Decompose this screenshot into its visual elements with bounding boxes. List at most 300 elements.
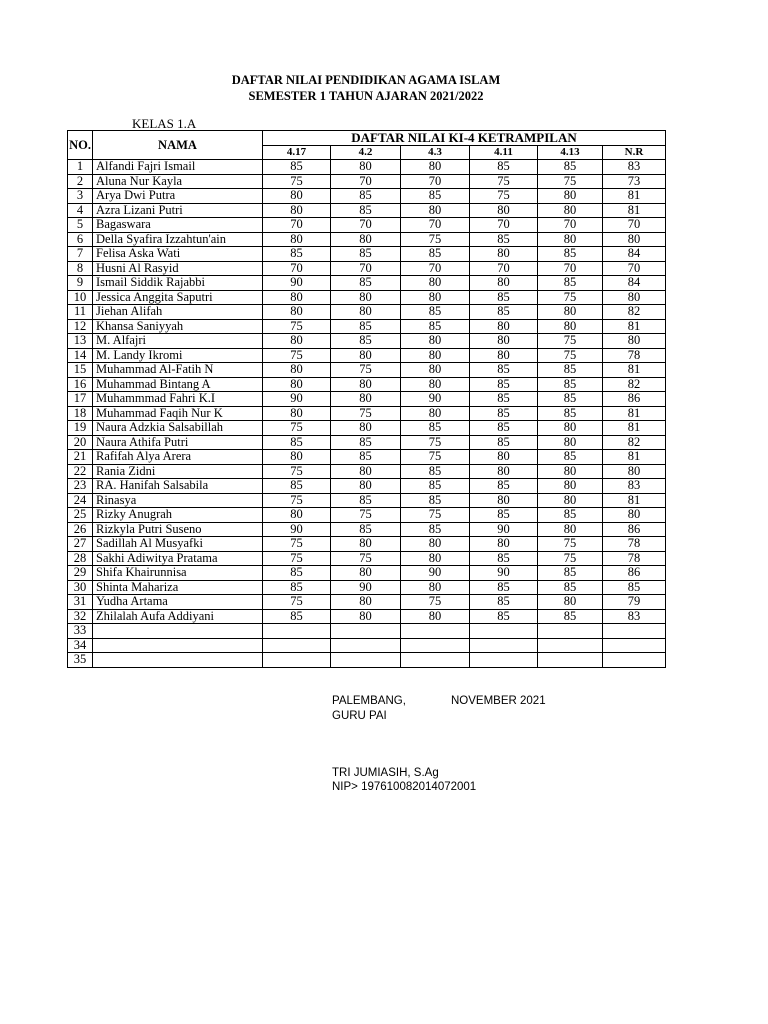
grade-cell: 82 bbox=[603, 435, 666, 450]
grade-cell: 80 bbox=[401, 377, 470, 392]
grade-cell: 85 bbox=[401, 305, 470, 320]
grade-cell: 75 bbox=[538, 348, 603, 363]
table-row bbox=[68, 580, 666, 595]
grade-cell: 85 bbox=[263, 160, 331, 175]
grades-table-body bbox=[68, 160, 666, 668]
document-title: DAFTAR NILAI PENDIDIKAN AGAMA ISLAM bbox=[231, 73, 501, 87]
grade-cell: 75 bbox=[331, 508, 401, 523]
grade-cell: 85 bbox=[470, 508, 538, 523]
grade-cell: 85 bbox=[538, 363, 603, 378]
student-name: Jessica Anggita Saputri bbox=[93, 290, 263, 305]
row-number: 24 bbox=[68, 493, 93, 508]
grade-cell: 85 bbox=[470, 406, 538, 421]
table-row bbox=[68, 174, 666, 189]
row-number: 28 bbox=[68, 551, 93, 566]
student-name: Bagaswara bbox=[93, 218, 263, 233]
grade-cell: 80 bbox=[401, 551, 470, 566]
grade-cell: 85 bbox=[538, 247, 603, 262]
grade-cell: 80 bbox=[470, 348, 538, 363]
grade-cell: 80 bbox=[331, 348, 401, 363]
student-name: RA. Hanifah Salsabila bbox=[93, 479, 263, 494]
grade-cell: 85 bbox=[538, 377, 603, 392]
grade-cell: 85 bbox=[401, 464, 470, 479]
grade-cell: 85 bbox=[538, 406, 603, 421]
grade-cell bbox=[538, 638, 603, 653]
grade-cell: 80 bbox=[263, 363, 331, 378]
grade-cell: 80 bbox=[263, 203, 331, 218]
grade-cell: 81 bbox=[603, 493, 666, 508]
grade-cell: 85 bbox=[470, 377, 538, 392]
grade-cell bbox=[401, 624, 470, 639]
student-name: Rania Zidni bbox=[93, 464, 263, 479]
table-row bbox=[68, 609, 666, 624]
grade-cell: 81 bbox=[603, 189, 666, 204]
table-row bbox=[68, 319, 666, 334]
row-number: 20 bbox=[68, 435, 93, 450]
grade-cell: 70 bbox=[470, 218, 538, 233]
student-name: Alfandi Fajri Ismail bbox=[93, 160, 263, 175]
student-name: Rizkyla Putri Suseno bbox=[93, 522, 263, 537]
student-name: Zhilalah Aufa Addiyani bbox=[93, 609, 263, 624]
table-row bbox=[68, 160, 666, 175]
grade-cell: 75 bbox=[538, 290, 603, 305]
grade-cell: 80 bbox=[470, 247, 538, 262]
grade-cell: 85 bbox=[331, 435, 401, 450]
grade-cell: 90 bbox=[401, 566, 470, 581]
table-row bbox=[68, 363, 666, 378]
grade-cell: 80 bbox=[401, 290, 470, 305]
row-number: 32 bbox=[68, 609, 93, 624]
grade-cell: 80 bbox=[401, 276, 470, 291]
grade-cell: 85 bbox=[470, 290, 538, 305]
student-name: Sadillah Al Musyafki bbox=[93, 537, 263, 552]
grade-cell: 75 bbox=[401, 232, 470, 247]
student-name: Della Syafira Izzahtun'ain bbox=[93, 232, 263, 247]
header-nr: N.R bbox=[603, 145, 666, 160]
grade-cell: 80 bbox=[603, 232, 666, 247]
grade-cell: 70 bbox=[331, 174, 401, 189]
grade-cell: 85 bbox=[470, 595, 538, 610]
row-number: 14 bbox=[68, 348, 93, 363]
grade-cell: 80 bbox=[401, 580, 470, 595]
grade-cell: 90 bbox=[470, 522, 538, 537]
grade-cell: 70 bbox=[538, 261, 603, 276]
student-name: Aluna Nur Kayla bbox=[93, 174, 263, 189]
row-number: 9 bbox=[68, 276, 93, 291]
student-name: Muhammad Al-Fatih N bbox=[93, 363, 263, 378]
row-number: 15 bbox=[68, 363, 93, 378]
table-row bbox=[68, 566, 666, 581]
grade-cell: 85 bbox=[401, 319, 470, 334]
grade-cell bbox=[331, 624, 401, 639]
grade-cell: 85 bbox=[331, 247, 401, 262]
grade-cell: 70 bbox=[603, 261, 666, 276]
table-row bbox=[68, 218, 666, 233]
grade-cell: 75 bbox=[263, 319, 331, 334]
row-number: 34 bbox=[68, 638, 93, 653]
grade-cell: 75 bbox=[538, 551, 603, 566]
grade-cell: 80 bbox=[401, 203, 470, 218]
grade-cell: 75 bbox=[331, 406, 401, 421]
grade-cell: 80 bbox=[470, 319, 538, 334]
grade-cell: 80 bbox=[538, 203, 603, 218]
student-name: Rizky Anugrah bbox=[93, 508, 263, 523]
header-4-3: 4.3 bbox=[401, 145, 470, 160]
student-name: Yudha Artama bbox=[93, 595, 263, 610]
grade-cell bbox=[263, 624, 331, 639]
grade-cell: 81 bbox=[603, 319, 666, 334]
table-row bbox=[68, 406, 666, 421]
grade-cell: 85 bbox=[331, 493, 401, 508]
grade-cell: 80 bbox=[538, 479, 603, 494]
grade-cell bbox=[603, 638, 666, 653]
grade-cell: 85 bbox=[470, 421, 538, 436]
grade-cell: 81 bbox=[603, 203, 666, 218]
header-4-11: 4.11 bbox=[470, 145, 538, 160]
row-number: 29 bbox=[68, 566, 93, 581]
grade-cell: 75 bbox=[401, 595, 470, 610]
grade-cell: 70 bbox=[401, 174, 470, 189]
grade-cell: 75 bbox=[263, 174, 331, 189]
row-number: 19 bbox=[68, 421, 93, 436]
grade-cell: 85 bbox=[538, 580, 603, 595]
grade-cell: 84 bbox=[603, 247, 666, 262]
grade-cell: 85 bbox=[263, 247, 331, 262]
row-number: 10 bbox=[68, 290, 93, 305]
table-row bbox=[68, 522, 666, 537]
table-row bbox=[68, 290, 666, 305]
footer-city: PALEMBANG, bbox=[332, 695, 406, 707]
row-number: 33 bbox=[68, 624, 93, 639]
grade-cell: 80 bbox=[263, 232, 331, 247]
grade-cell: 80 bbox=[603, 464, 666, 479]
table-row bbox=[68, 551, 666, 566]
grade-cell: 80 bbox=[538, 189, 603, 204]
table-row bbox=[68, 435, 666, 450]
row-number: 6 bbox=[68, 232, 93, 247]
grade-cell: 85 bbox=[263, 479, 331, 494]
grade-cell: 80 bbox=[331, 421, 401, 436]
grade-cell: 85 bbox=[470, 392, 538, 407]
student-name: Jiehan Alifah bbox=[93, 305, 263, 320]
table-row bbox=[68, 203, 666, 218]
grade-cell: 80 bbox=[263, 377, 331, 392]
grade-cell bbox=[470, 624, 538, 639]
student-name bbox=[93, 638, 263, 653]
grade-cell: 85 bbox=[470, 363, 538, 378]
grade-cell: 80 bbox=[263, 334, 331, 349]
header-no: NO. bbox=[68, 131, 93, 160]
grade-cell: 82 bbox=[603, 305, 666, 320]
table-row bbox=[68, 377, 666, 392]
grade-cell: 85 bbox=[331, 276, 401, 291]
grade-cell bbox=[470, 638, 538, 653]
grade-cell: 70 bbox=[263, 261, 331, 276]
grade-cell: 90 bbox=[470, 566, 538, 581]
grade-cell: 75 bbox=[331, 551, 401, 566]
grade-cell: 85 bbox=[331, 189, 401, 204]
grade-cell: 83 bbox=[603, 609, 666, 624]
grade-cell: 85 bbox=[263, 580, 331, 595]
table-row bbox=[68, 421, 666, 436]
grade-cell bbox=[401, 638, 470, 653]
table-row bbox=[68, 348, 666, 363]
grade-cell: 80 bbox=[331, 392, 401, 407]
table-row bbox=[68, 232, 666, 247]
grade-cell: 81 bbox=[603, 450, 666, 465]
grade-cell: 85 bbox=[538, 450, 603, 465]
grade-cell: 85 bbox=[401, 189, 470, 204]
table-row bbox=[68, 638, 666, 653]
table-row bbox=[68, 653, 666, 668]
grade-cell: 86 bbox=[603, 522, 666, 537]
grade-cell: 75 bbox=[263, 493, 331, 508]
grade-cell: 80 bbox=[538, 522, 603, 537]
grade-cell: 75 bbox=[263, 464, 331, 479]
student-name: Arya Dwi Putra bbox=[93, 189, 263, 204]
grade-cell: 78 bbox=[603, 348, 666, 363]
grade-cell: 85 bbox=[263, 566, 331, 581]
class-label: KELAS 1.A bbox=[132, 116, 197, 131]
grade-cell: 85 bbox=[538, 276, 603, 291]
grade-cell: 80 bbox=[331, 595, 401, 610]
grade-cell: 85 bbox=[401, 421, 470, 436]
grade-cell: 90 bbox=[263, 276, 331, 291]
grade-cell: 85 bbox=[470, 160, 538, 175]
grade-cell: 80 bbox=[263, 189, 331, 204]
grade-cell: 80 bbox=[331, 305, 401, 320]
grade-cell: 85 bbox=[538, 566, 603, 581]
row-number: 2 bbox=[68, 174, 93, 189]
grade-cell: 85 bbox=[263, 435, 331, 450]
grade-cell: 78 bbox=[603, 537, 666, 552]
grade-cell bbox=[538, 653, 603, 668]
grade-cell: 80 bbox=[603, 290, 666, 305]
grade-cell: 70 bbox=[470, 261, 538, 276]
grade-cell: 75 bbox=[401, 435, 470, 450]
grade-cell: 80 bbox=[538, 421, 603, 436]
grade-cell: 75 bbox=[401, 450, 470, 465]
grade-cell: 80 bbox=[331, 609, 401, 624]
grade-cell: 81 bbox=[603, 406, 666, 421]
row-number: 27 bbox=[68, 537, 93, 552]
grade-cell: 81 bbox=[603, 363, 666, 378]
table-row bbox=[68, 537, 666, 552]
row-number: 21 bbox=[68, 450, 93, 465]
grade-cell: 70 bbox=[331, 218, 401, 233]
student-name: Felisa Aska Wati bbox=[93, 247, 263, 262]
grade-cell: 85 bbox=[470, 479, 538, 494]
grade-cell: 80 bbox=[401, 334, 470, 349]
student-name: Sakhi Adiwitya Pratama bbox=[93, 551, 263, 566]
student-name: Muhammad Bintang A bbox=[93, 377, 263, 392]
student-name: Azra Lizani Putri bbox=[93, 203, 263, 218]
grade-cell: 75 bbox=[263, 551, 331, 566]
grade-cell: 80 bbox=[401, 348, 470, 363]
grade-cell: 75 bbox=[538, 334, 603, 349]
grade-cell: 85 bbox=[401, 247, 470, 262]
table-row bbox=[68, 189, 666, 204]
grade-cell: 85 bbox=[470, 609, 538, 624]
grade-cell: 75 bbox=[401, 508, 470, 523]
grade-cell: 78 bbox=[603, 551, 666, 566]
row-number: 16 bbox=[68, 377, 93, 392]
grade-cell: 80 bbox=[401, 160, 470, 175]
grade-cell: 75 bbox=[538, 537, 603, 552]
grade-cell: 86 bbox=[603, 566, 666, 581]
grade-cell: 80 bbox=[603, 334, 666, 349]
header-group: DAFTAR NILAI KI-4 KETRAMPILAN bbox=[263, 131, 666, 146]
grade-cell: 80 bbox=[470, 203, 538, 218]
footer-teacher: TRI JUMIASIH, S.Ag bbox=[332, 767, 439, 779]
grade-cell: 80 bbox=[331, 232, 401, 247]
grade-cell: 70 bbox=[401, 261, 470, 276]
grade-cell: 90 bbox=[401, 392, 470, 407]
row-number: 5 bbox=[68, 218, 93, 233]
row-number: 13 bbox=[68, 334, 93, 349]
grade-cell: 85 bbox=[331, 450, 401, 465]
student-name: Naura Adzkia Salsabillah bbox=[93, 421, 263, 436]
grade-cell: 85 bbox=[538, 160, 603, 175]
footer-nip: NIP> 197610082014072001 bbox=[332, 781, 477, 793]
grade-cell: 73 bbox=[603, 174, 666, 189]
grade-cell bbox=[538, 624, 603, 639]
table-row bbox=[68, 479, 666, 494]
grade-cell: 90 bbox=[331, 580, 401, 595]
grade-cell: 85 bbox=[331, 522, 401, 537]
table-row bbox=[68, 624, 666, 639]
grade-cell: 80 bbox=[538, 319, 603, 334]
header-4-13: 4.13 bbox=[538, 145, 603, 160]
grade-cell: 80 bbox=[401, 609, 470, 624]
grade-cell: 85 bbox=[538, 609, 603, 624]
grade-cell: 80 bbox=[538, 595, 603, 610]
table-row bbox=[68, 276, 666, 291]
grade-cell: 75 bbox=[331, 363, 401, 378]
grade-cell: 84 bbox=[603, 276, 666, 291]
grade-cell bbox=[470, 653, 538, 668]
row-number: 22 bbox=[68, 464, 93, 479]
table-row bbox=[68, 334, 666, 349]
table-row bbox=[68, 392, 666, 407]
grade-cell: 80 bbox=[470, 450, 538, 465]
grade-cell: 80 bbox=[263, 508, 331, 523]
table-row bbox=[68, 493, 666, 508]
grade-cell: 75 bbox=[263, 537, 331, 552]
grade-cell: 85 bbox=[470, 305, 538, 320]
grade-cell: 70 bbox=[401, 218, 470, 233]
grade-cell: 70 bbox=[263, 218, 331, 233]
grade-cell: 80 bbox=[538, 493, 603, 508]
row-number: 3 bbox=[68, 189, 93, 204]
header-4-2: 4.2 bbox=[331, 145, 401, 160]
grade-cell: 80 bbox=[538, 464, 603, 479]
row-number: 11 bbox=[68, 305, 93, 320]
student-name: Shinta Mahariza bbox=[93, 580, 263, 595]
table-row bbox=[68, 508, 666, 523]
grade-cell: 80 bbox=[470, 276, 538, 291]
grade-cell: 83 bbox=[603, 479, 666, 494]
grade-cell: 85 bbox=[263, 609, 331, 624]
grade-cell: 75 bbox=[263, 421, 331, 436]
grade-cell bbox=[603, 653, 666, 668]
grade-cell: 81 bbox=[603, 421, 666, 436]
row-number: 7 bbox=[68, 247, 93, 262]
student-name: Muhammmad Fahri K.I bbox=[93, 392, 263, 407]
grade-cell: 70 bbox=[331, 261, 401, 276]
grade-cell: 85 bbox=[470, 580, 538, 595]
grades-table bbox=[67, 130, 666, 668]
grade-cell bbox=[331, 653, 401, 668]
row-number: 17 bbox=[68, 392, 93, 407]
grade-cell: 75 bbox=[263, 348, 331, 363]
grade-cell: 70 bbox=[603, 218, 666, 233]
grade-cell: 79 bbox=[603, 595, 666, 610]
grade-cell bbox=[603, 624, 666, 639]
grade-cell: 85 bbox=[331, 319, 401, 334]
grade-cell: 80 bbox=[538, 305, 603, 320]
row-number: 35 bbox=[68, 653, 93, 668]
grade-cell: 80 bbox=[331, 464, 401, 479]
student-name: Rafifah Alya Arera bbox=[93, 450, 263, 465]
header-nama: NAMA bbox=[93, 131, 263, 160]
grade-cell: 85 bbox=[538, 508, 603, 523]
grade-cell: 85 bbox=[603, 580, 666, 595]
grade-cell: 80 bbox=[538, 232, 603, 247]
grade-cell: 80 bbox=[263, 406, 331, 421]
grade-cell bbox=[263, 653, 331, 668]
row-number: 25 bbox=[68, 508, 93, 523]
grade-cell bbox=[263, 638, 331, 653]
student-name: Shifa Khairunnisa bbox=[93, 566, 263, 581]
table-row bbox=[68, 261, 666, 276]
grade-cell: 75 bbox=[263, 595, 331, 610]
footer-month: NOVEMBER 2021 bbox=[451, 695, 546, 707]
grade-cell: 85 bbox=[538, 392, 603, 407]
grade-cell: 85 bbox=[470, 435, 538, 450]
student-name: Naura Athifa Putri bbox=[93, 435, 263, 450]
row-number: 8 bbox=[68, 261, 93, 276]
grade-cell: 75 bbox=[470, 174, 538, 189]
student-name: Khansa Saniyyah bbox=[93, 319, 263, 334]
table-row bbox=[68, 305, 666, 320]
student-name: M. Landy Ikromi bbox=[93, 348, 263, 363]
student-name: Rinasya bbox=[93, 493, 263, 508]
grade-cell: 80 bbox=[331, 290, 401, 305]
row-number: 1 bbox=[68, 160, 93, 175]
header-4-17: 4.17 bbox=[263, 145, 331, 160]
grade-cell: 80 bbox=[470, 464, 538, 479]
row-number: 23 bbox=[68, 479, 93, 494]
grade-cell: 80 bbox=[263, 450, 331, 465]
table-row bbox=[68, 595, 666, 610]
grade-cell: 85 bbox=[401, 522, 470, 537]
grade-cell: 80 bbox=[331, 160, 401, 175]
table-row bbox=[68, 464, 666, 479]
grade-cell: 80 bbox=[263, 290, 331, 305]
grade-cell: 70 bbox=[538, 218, 603, 233]
student-name bbox=[93, 653, 263, 668]
grade-cell: 80 bbox=[470, 537, 538, 552]
grade-cell: 85 bbox=[331, 203, 401, 218]
student-name: Husni Al Rasyid bbox=[93, 261, 263, 276]
grade-cell bbox=[401, 653, 470, 668]
document-subtitle: SEMESTER 1 TAHUN AJARAN 2021/2022 bbox=[248, 89, 484, 103]
student-name: M. Alfajri bbox=[93, 334, 263, 349]
grade-cell: 82 bbox=[603, 377, 666, 392]
grade-cell: 80 bbox=[470, 334, 538, 349]
grade-cell: 80 bbox=[603, 508, 666, 523]
